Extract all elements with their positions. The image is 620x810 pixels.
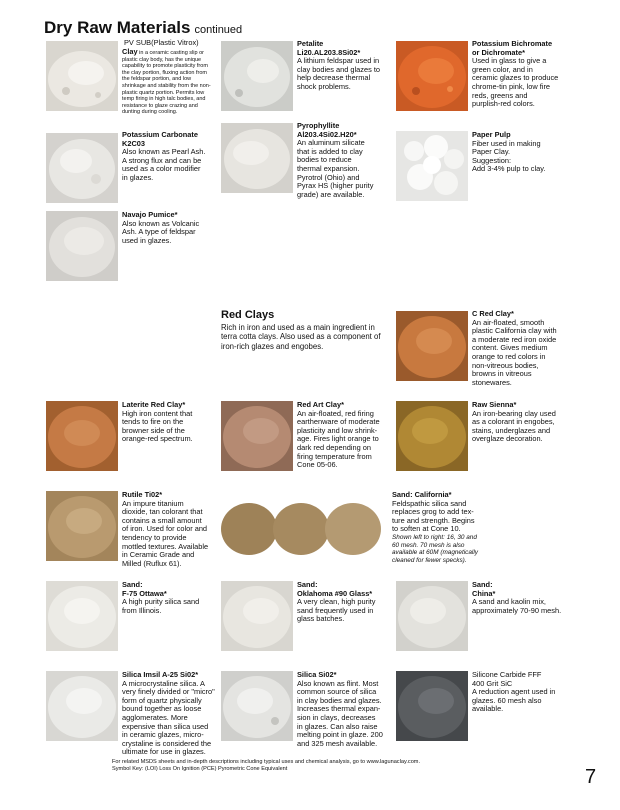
rutile-name: Rutile Ti02* — [122, 490, 163, 499]
page-number: 7 — [585, 766, 597, 788]
laterite-red-clay-photo — [46, 401, 118, 471]
sand-california-name: Sand: California* — [392, 490, 452, 499]
sand-oklahoma-text — [297, 581, 397, 624]
sand-ottawa-text — [122, 581, 222, 615]
silicone-carbide-desc: A reduction agent used in glazes. 60 mesh also available. — [472, 687, 556, 714]
red-art-clay-photo — [221, 401, 293, 471]
sand-ottawa-photo — [46, 581, 118, 651]
pv-sub-photo — [46, 41, 118, 111]
sand-oklahoma-photo — [221, 581, 293, 651]
sand-china-photo — [396, 581, 468, 651]
title-text: Dry Raw Materials — [44, 18, 191, 37]
red-art-clay-text — [297, 401, 397, 470]
c-red-clay-text — [472, 310, 582, 387]
silica-imsil-photo — [46, 671, 118, 741]
silica-imsil-desc: A microcrystaline silica. A very finely divided or "micro" form of quartz physically bound together as loose agglomerates. More expensive than silica used in ceramic glazes, micro- crystaline is considered the ultimate for use in glazes. — [122, 678, 215, 757]
petalite-desc: A lithium feldspar used in clay bodies and glazes to help decrease thermal shock problems. — [297, 56, 380, 91]
sand-california-note: Shown left to right: 16, 30 and 60 mesh. 70 mesh is also available at 60M (magnetically cleaned for fewer specks). — [392, 533, 478, 564]
potassium-bichromate-photo — [396, 41, 468, 111]
paper-pulp-desc: Fiber used in making Paper Clay. Suggestion: Add 3-4% pulp to clay. — [472, 138, 546, 174]
silica-si02-name: Silica Si02* — [297, 670, 337, 679]
navajo-pumice-text — [122, 211, 222, 245]
silica-si02-photo — [221, 671, 293, 741]
silicone-carbide-text — [472, 671, 582, 714]
clay-bold: Clay — [122, 47, 138, 56]
sand-oklahoma-name: Sand: Oklahoma #90 Glass* — [297, 580, 373, 598]
potassium-carbonate-name: Potassium Carbonate K2C03 — [122, 130, 198, 148]
raw-sienna-desc: An iron-bearing clay used as a colorant in engobes, stains, underglazes and overglaze decoration. — [472, 408, 556, 444]
red-art-clay-name: Red Art Clay* — [297, 400, 344, 409]
red-art-clay-desc: An air-floated, red firing earthenware of moderate plasticity and low shrink- age. Fires light orange to dark red depending on firing temperature from Cone 05-06. — [297, 408, 380, 470]
laterite-red-clay-name: Laterite Red Clay* — [122, 400, 186, 409]
c-red-clay-name: C Red Clay* — [472, 309, 514, 318]
clay-text: in a ceramic casting slip or plastic clay body, has the unique capability to promote plasticity from the clay portion, fluxing action from the feldspar portion, and low shrinkage and stability from the non-plastic quartz portion. Permits low temp firing in high talc bodies, and resistance to glaze crazing and dunting during cooling. — [122, 50, 211, 116]
navajo-pumice-name: Navajo Pumice* — [122, 210, 178, 219]
sand-china-desc: A sand and kaolin mix, approximately 70-90 mesh. — [472, 597, 562, 615]
sand-china-name: Sand: China* — [472, 580, 496, 598]
footer-msds: For related MSDS sheets and in-depth descriptions including typical uses and chemical analysis, go to www.lagunaclay.com. — [112, 759, 421, 765]
potassium-bichromate-name: Potassium Bichromate or Dichromate* — [472, 39, 553, 57]
silicone-carbide-photo — [396, 671, 468, 741]
potassium-carbonate-photo — [46, 133, 118, 203]
rutile-desc: An impure titanium dioxide, tan colorant that contains a small amount of iron. Used for color and tendency to provide mottled textures. Available in Ceramic Grade and Milled (Ruflux 61). — [122, 498, 209, 568]
footer-symbol-key: Symbol Key: (LOI) Loss On Ignition (PCE) Pyrometric Cone Equivalent — [112, 766, 288, 772]
laterite-red-clay-desc: High iron content that tends to fire on the browner side of the orange-red spectrum. — [122, 408, 193, 444]
pyrophyllite-text — [297, 122, 397, 199]
rutile-photo — [46, 491, 118, 561]
red-clays-heading: Red Clays — [221, 309, 275, 321]
navajo-pumice-desc: Also known as Volcanic Ash. A type of feldspar used in glazes. — [122, 218, 200, 245]
pyrophyllite-desc: An aluminum silicate that is added to clay bodies to reduce thermal expansion. Pyrotrol (Ohio) and Pyrax HS (higher purity grade) are available. — [297, 138, 374, 199]
laterite-red-clay-text — [122, 401, 222, 444]
c-red-clay-desc: An air-floated, smooth plastic California clay with a moderate red iron oxide content. Gives medium orange to red colors in non-vitreous bodies, browns in vitreous stonewares. — [472, 317, 557, 387]
raw-sienna-text — [472, 401, 582, 444]
navajo-pumice-photo — [46, 211, 118, 281]
petalite-name: Petalite Li20.AL203.8Si02* — [297, 39, 361, 57]
paper-pulp-text — [472, 131, 582, 174]
paper-pulp-name: Paper Pulp — [472, 130, 511, 139]
red-clays-description: Rich in iron and used as a main ingredient in terra cotta clays. Also used as a component of iron-rich glazes and engobes. — [221, 323, 381, 351]
paper-pulp-photo — [396, 131, 468, 201]
silica-si02-text — [297, 671, 397, 748]
potassium-bichromate-text — [472, 40, 582, 109]
pyrophyllite-photo — [221, 123, 293, 193]
c-red-clay-photo — [396, 311, 468, 381]
raw-sienna-name: Raw Sienna* — [472, 400, 517, 409]
title-continued: continued — [194, 24, 243, 36]
sand-california-photo — [221, 491, 383, 561]
raw-sienna-photo — [396, 401, 468, 471]
silica-imsil-name: Silica Imsil A-25 Si02* — [122, 670, 199, 679]
rutile-text — [122, 491, 222, 568]
silica-si02-desc: Also known as flint. Most common source of silica in clay bodies and glazes. Increases thermal expan- sion in clays, decreases in glazes. Can also raise melting point in glaze. 200 and 325 mesh available. — [297, 678, 383, 748]
sand-california-desc: Feldspathic silica sand replaces grog to add tex- ture and strength. Begins to soften at Cone 10. — [392, 498, 475, 534]
footer — [112, 759, 492, 773]
potassium-bichromate-desc: Used in glass to give a green color, and in ceramic glazes to produce chrome-tin pink, low fire reds, greens and purplish-red colors. — [472, 56, 559, 109]
clay-description — [122, 49, 214, 116]
sand-ottawa-desc: A high purity silica sand from Illinois. — [122, 597, 200, 615]
pv-sub-heading — [124, 39, 234, 48]
petalite-text — [297, 40, 397, 92]
pv-sub-name: PV SUB(Plastic Vitrox) — [124, 38, 199, 47]
sand-oklahoma-desc: A very clean, high purity sand frequently used in glass batches. — [297, 597, 376, 624]
petalite-photo — [221, 41, 293, 111]
pyrophyllite-name: Pyrophyllite Al203.4Si02.H20* — [297, 121, 357, 139]
silica-imsil-text — [122, 671, 222, 757]
sand-ottawa-name: Sand: F-75 Ottawa* — [122, 580, 167, 598]
sand-california-text — [392, 491, 502, 564]
sand-china-text — [472, 581, 582, 615]
potassium-carbonate-text — [122, 131, 222, 183]
silicone-carbide-name: Silicone Carbide FFF 400 Grit SiC — [472, 670, 542, 688]
potassium-carbonate-desc: Also known as Pearl Ash. A strong flux and can be used as a color modifier in glazes. — [122, 147, 206, 182]
page-title — [44, 18, 242, 38]
